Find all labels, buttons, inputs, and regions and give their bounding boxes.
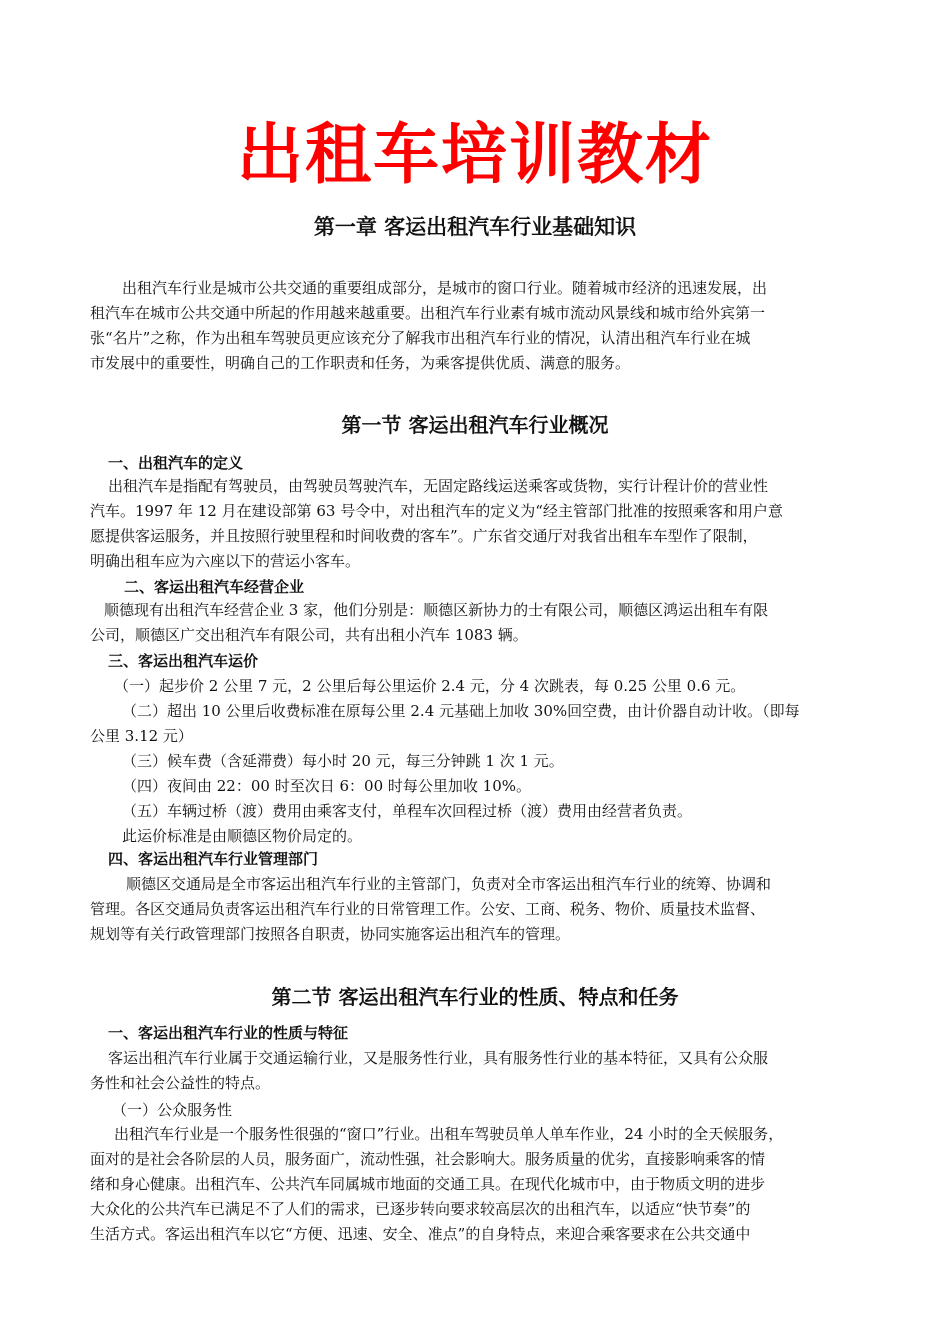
management-paragraph [90, 872, 870, 947]
paragraph-line: 出租汽车是指配有驾驶员，由驾驶员驾驶汽车，无固定路线运送乘客或货物，实行计程计价的营业性 [108, 477, 769, 495]
definition-paragraph [90, 474, 870, 574]
intro-line: 租汽车在城市公共交通中所起的作用越来越重要。出租汽车行业素有城市流动风景线和城市给外宾第一 [90, 304, 766, 322]
paragraph-line: 生活方式。客运出租汽车以它“方便、迅速、安全、准点”的自身特点，来迎合乘客要求在公共交通中 [90, 1225, 751, 1243]
paragraph-line: （三）候车费（含延滞费）每小时 20 元，每三分钟跳 1 次 1 元。 [122, 752, 564, 770]
paragraph-line: 明确出租车应为六座以下的营运小客车。 [90, 552, 361, 570]
paragraph-line: 面对的是社会各阶层的人员，服务面广，流动性强，社会影响大。服务质量的优劣，直接影响乘客的情 [90, 1150, 766, 1168]
paragraph-line: 此运价标准是由顺德区物价局定的。 [122, 827, 363, 845]
paragraph-line: （五）车辆过桥（渡）费用由乘客支付，单程车次回程过桥（渡）费用由经营者负责。 [122, 802, 693, 820]
section-2-heading-1: 一、客运出租汽车行业的性质与特征 [108, 1024, 349, 1042]
intro-paragraph [90, 276, 870, 376]
paragraph-line: 管理。各区交通局负责客运出租汽车行业的日常管理工作。公安、工商、税务、物价、质量技术监督、 [90, 900, 766, 918]
paragraph-line: 务性和社会公益性的特点。 [90, 1074, 271, 1092]
section-1-title: 第一节 客运出租汽车行业概况 [341, 413, 609, 437]
paragraph-line: 大众化的公共汽车已满足不了人们的需求，已逐步转向要求较高层次的出租汽车，以适应“快节奏”的 [90, 1200, 751, 1218]
paragraph-line: 客运出租汽车行业属于交通运输行业，又是服务性行业，具有服务性行业的基本特征，又具有公众服 [108, 1049, 769, 1067]
intro-line: 张“名片”之称，作为出租车驾驶员更应该充分了解我市出租汽车行业的情况，认清出租汽车行业在城 [90, 329, 751, 347]
paragraph-line: 顺德区交通局是全市客运出租汽车行业的主管部门，负责对全市客运出租汽车行业的统筹、协调和 [126, 875, 772, 893]
paragraph-line: 出租汽车行业是一个服务性很强的“窗口”行业。出租车驾驶员单人单车作业，24 小时的全天候服务， [114, 1125, 784, 1143]
public-service-paragraph [90, 1122, 870, 1247]
document-title: 出租车培训教材 [237, 115, 713, 193]
paragraph-line: （一）起步价 2 公里 7 元，2 公里后每公里运价 2.4 元，分 4 次跳表，每 0.25 公里 0.6 元。 [114, 677, 746, 695]
operators-paragraph [90, 598, 870, 648]
fares-paragraph [90, 674, 870, 849]
public-service-subheading [112, 1098, 892, 1123]
chapter-heading: 第一章 客运出租汽车行业基础知识 [313, 215, 637, 239]
intro-line: 市发展中的重要性，明确自己的工作职责和任务，为乘客提供优质、满意的服务。 [90, 354, 631, 372]
section-1-heading-3: 三、客运出租汽车运价 [108, 652, 259, 670]
nature-paragraph [90, 1046, 870, 1096]
paragraph-line: 公司，顺德区广交出租汽车有限公司，共有出租小汽车 1083 辆。 [90, 626, 528, 644]
section-2-title: 第二节 客运出租汽车行业的性质、特点和任务 [271, 985, 679, 1009]
paragraph-line: 顺德现有出租汽车经营企业 3 家，他们分别是：顺德区新协力的士有限公司，顺德区鸿运出租车有限 [104, 601, 769, 619]
paragraph-line: 绪和身心健康。出租汽车、公共汽车同属城市地面的交通工具。在现代化城市中，由于物质文明的进步 [90, 1175, 766, 1193]
paragraph-line: 规划等有关行政管理部门按照各自职责，协同实施客运出租汽车的管理。 [90, 925, 571, 943]
paragraph-line: （四）夜间由 22：00 时至次日 6：00 时每公里加收 10%。 [122, 777, 531, 795]
paragraph-line: （二）超出 10 公里后收费标准在原每公里 2.4 元基础上加收 30%回空费，由计价器自动计收。（即每 [122, 702, 800, 720]
section-1-heading-4: 四、客运出租汽车行业管理部门 [108, 850, 319, 868]
paragraph-line: 公里 3.12 元） [90, 727, 193, 745]
intro-line: 出租汽车行业是城市公共交通的重要组成部分，是城市的窗口行业。随着城市经济的迅速发展，出 [122, 279, 768, 297]
paragraph-line: 汽车。1997 年 12 月在建设部第 63 号令中，对出租汽车的定义为“经主管部门批准的按照乘客和用户意 [90, 502, 783, 520]
section-1-heading-1: 一、出租汽车的定义 [108, 454, 244, 472]
paragraph-line: 愿提供客运服务，并且按照行驶里程和时间收费的客车”。广东省交通厅对我省出租车车型作了限制， [90, 527, 758, 545]
section-1-heading-2: 二、客运出租汽车经营企业 [124, 578, 305, 596]
subheading-line: （一）公众服务性 [112, 1101, 233, 1119]
